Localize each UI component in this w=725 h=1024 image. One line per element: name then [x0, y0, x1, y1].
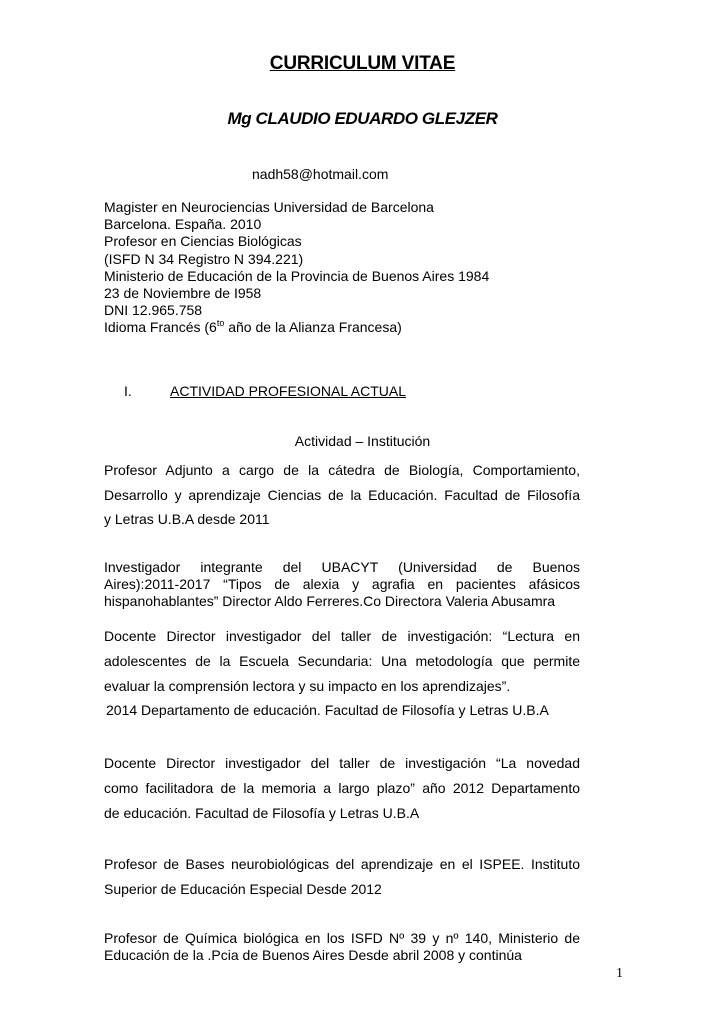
author-email: nadh58@hotmail.com — [252, 166, 389, 182]
ordinal-superscript: to — [216, 318, 225, 329]
paragraph-line: Educación de la .Pcia de Buenos Aires Desde abril 2008 y continúa — [104, 947, 522, 963]
document-title: CURRICULUM VITAE — [269, 53, 456, 74]
paragraph-line: hispanohablantes” Director Aldo Ferreres.Co Directora Valeria Abusamra — [104, 593, 556, 609]
paragraph-line: Profesor Adjunto a cargo de la cátedra de Biología, Comportamiento, — [104, 462, 580, 478]
entry-paragraph — [104, 930, 580, 964]
paragraph-line: Aires):2011-2017 “Tipos de alexia y agrafia en pacientes afásicos — [104, 576, 580, 592]
info-line: Barcelona. España. 2010 — [104, 216, 262, 233]
paragraph-line: Investigador integrante del UBACYT (Universidad de Buenos — [104, 559, 580, 575]
paragraph-line: Docente Director investigador del taller de investigación “La novedad — [104, 755, 580, 771]
page-number: 1 — [616, 966, 623, 981]
entry-paragraph — [104, 751, 580, 825]
entry-paragraph — [104, 458, 580, 532]
entry-paragraph — [104, 624, 580, 699]
section-title: ACTIVIDAD PROFESIONAL ACTUAL — [170, 383, 406, 399]
paragraph-line: como facilitadora de la memoria a largo plazo” año 2012 Departamento — [104, 779, 580, 796]
paragraph-line: Docente Director investigador del taller de investigación: “Lectura en — [104, 628, 580, 644]
paragraph-line: adolescentes de la Escuela Secundaria: Una metodología que permite — [104, 653, 580, 669]
personal-info — [104, 199, 489, 337]
info-line: DNI 12.965.758 — [104, 302, 203, 319]
author-name: Mg CLAUDIO EDUARDO GLEJZER — [227, 109, 498, 128]
paragraph-line: Profesor de Química biológica en los ISFD Nº 39 y nº 140, Ministerio de — [104, 930, 580, 946]
section-subheading: Actividad – Institución — [294, 433, 431, 449]
entry-paragraph — [104, 559, 580, 610]
info-line-language: Idioma Francés ($6^{to}$ año de la Alianza Francesa) — [104, 318, 402, 336]
paragraph-line: de educación. Facultad de Filosofía y Letras U.B.A — [104, 804, 420, 821]
paragraph-line: y Letras U.B.A desde 2011 — [104, 511, 270, 527]
paragraph-line: Profesor de Bases neurobiológicas del aprendizaje en el ISPEE. Instituto — [104, 856, 580, 872]
paragraph-line: Superior de Educación Especial Desde 2012 — [104, 881, 382, 897]
paragraph-line: evaluar la comprensión lectora y su impacto en los aprendizajes”. — [104, 678, 511, 694]
paragraph-line: 2014 Departamento de educación. Facultad de Filosofía y Letras U.B.A — [106, 702, 549, 718]
section-number: I. — [124, 383, 132, 399]
info-line: Magister en Neurociencias Universidad de Barcelona — [104, 199, 434, 215]
entry-paragraph — [104, 852, 580, 902]
info-line: Profesor en Ciencias Biológicas — [104, 233, 302, 250]
info-line: Ministerio de Educación de la Provincia de Buenos Aires 1984 — [104, 267, 490, 284]
paragraph-line: Desarrollo y aprendizaje Ciencias de la Educación. Facultad de Filosofía — [104, 486, 580, 503]
info-line: (ISFD N 34 Registro N 394.221) — [104, 250, 304, 267]
info-line: 23 de Noviembre de I958 — [104, 285, 262, 302]
